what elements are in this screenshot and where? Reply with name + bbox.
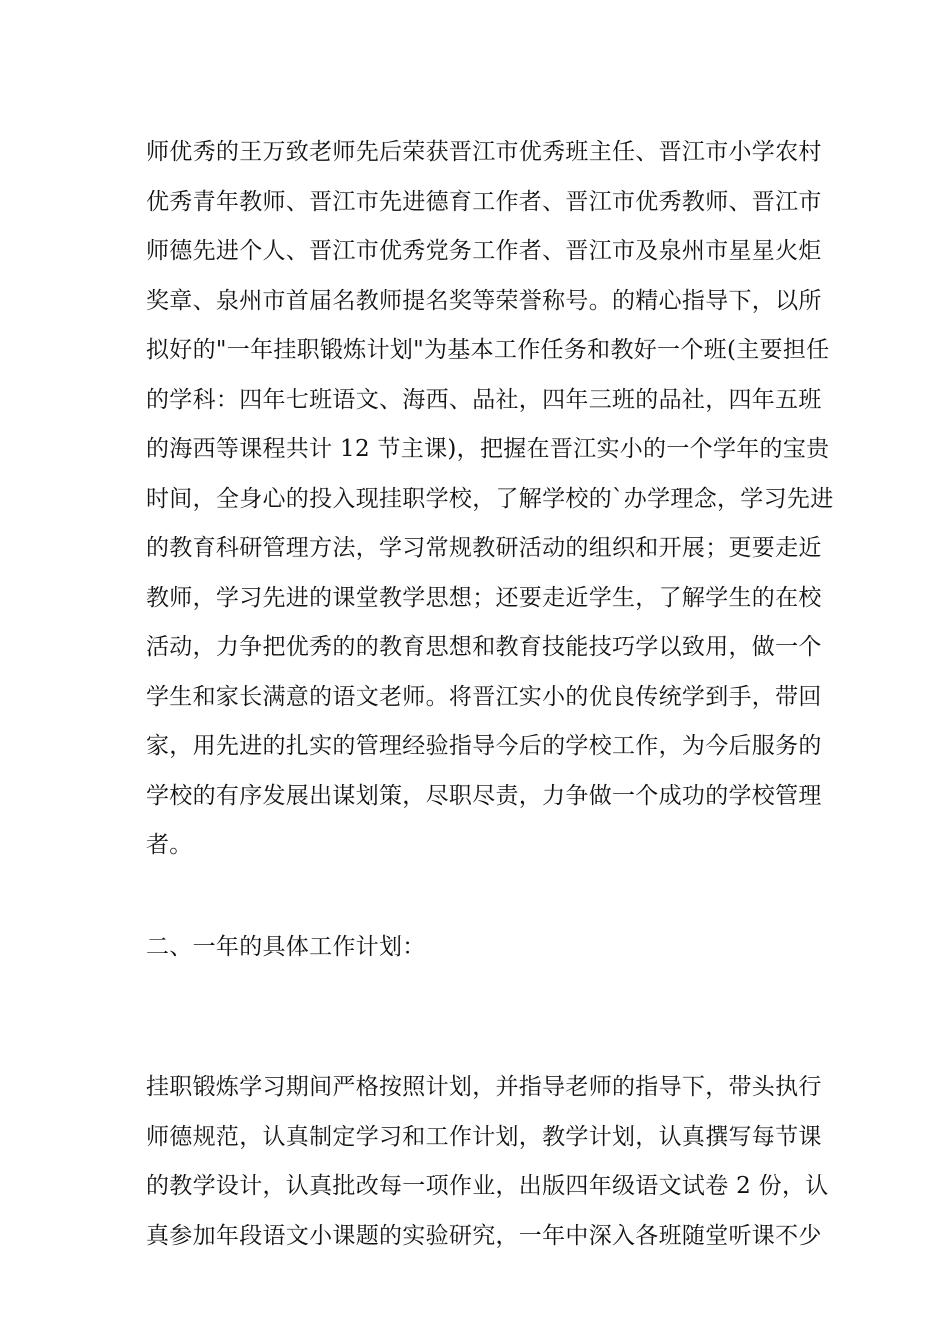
paragraph-line: 真参加年段语文小课题的实验研究，一年中深入各班随堂听课不少 [146,1222,822,1249]
body-paragraph-1 [146,128,834,871]
paragraph-line: 优秀青年教师、晋江市先进德育工作者、晋江市优秀教师、晋江市 [146,188,822,215]
paragraph-line: 挂职锻炼学习期间严格按照计划，并指导老师的指导下，带头执行 [146,1074,822,1100]
body-paragraph-2 [146,1063,829,1261]
paragraph-line: 的学科：四年七班语文、海西、品社，四年三班的品社，四年五班 [146,386,822,413]
paragraph-line: 师德先进个人、晋江市优秀党务工作者、晋江市及泉州市星星火炬 [146,238,822,264]
paragraph-line: 奖章、泉州市首届名教师提名奖等荣誉称号。的精心指导下，以所 [146,287,822,314]
paragraph-line: 的海西等课程共计 12 节主课)，把握在晋江实小的一个学年的宝贵 [146,436,830,462]
paragraph-line: 活动，力争把优秀的的教育思想和教育技能技巧学以致用，做一个 [146,634,822,660]
paragraph-line: 拟好的"一年挂职锻炼计划"为基本工作任务和教好一个班(主要担任 [146,337,830,363]
paragraph-line: 时间，全身心的投入现挂职学校，了解学校的`办学理念，学习先进 [146,485,834,512]
paragraph-line: 的教学设计，认真批改每一项作业，出版四年级语文试卷 2 份，认 [146,1173,829,1199]
section-heading-text: 二、一年的具体工作计划： [146,934,426,960]
paragraph-line: 家，用先进的扎实的管理经验指导今后的学校工作，为今后服务的 [146,733,822,759]
paragraph-line: 教师，学习先进的课堂教学思想；还要走近学生，了解学生的在校 [146,584,822,611]
paragraph-line: 者。 [146,832,193,858]
section-heading [146,923,808,973]
paragraph-line: 师德规范，认真制定学习和工作计划，教学计划，认真撰写每节课 [146,1123,822,1150]
paragraph-line: 学校的有序发展出谋划策，尽职尽责，力争做一个成功的学校管理 [146,782,822,809]
paragraph-line: 的教育科研管理方法，学习常规教研活动的组织和开展；更要走近 [146,535,822,561]
paragraph-line: 学生和家长满意的语文老师。将晋江实小的优良传统学到手，带回 [146,683,822,710]
paragraph-line: 师优秀的王万致老师先后荣获晋江市优秀班主任、晋江市小学农村 [146,139,822,165]
